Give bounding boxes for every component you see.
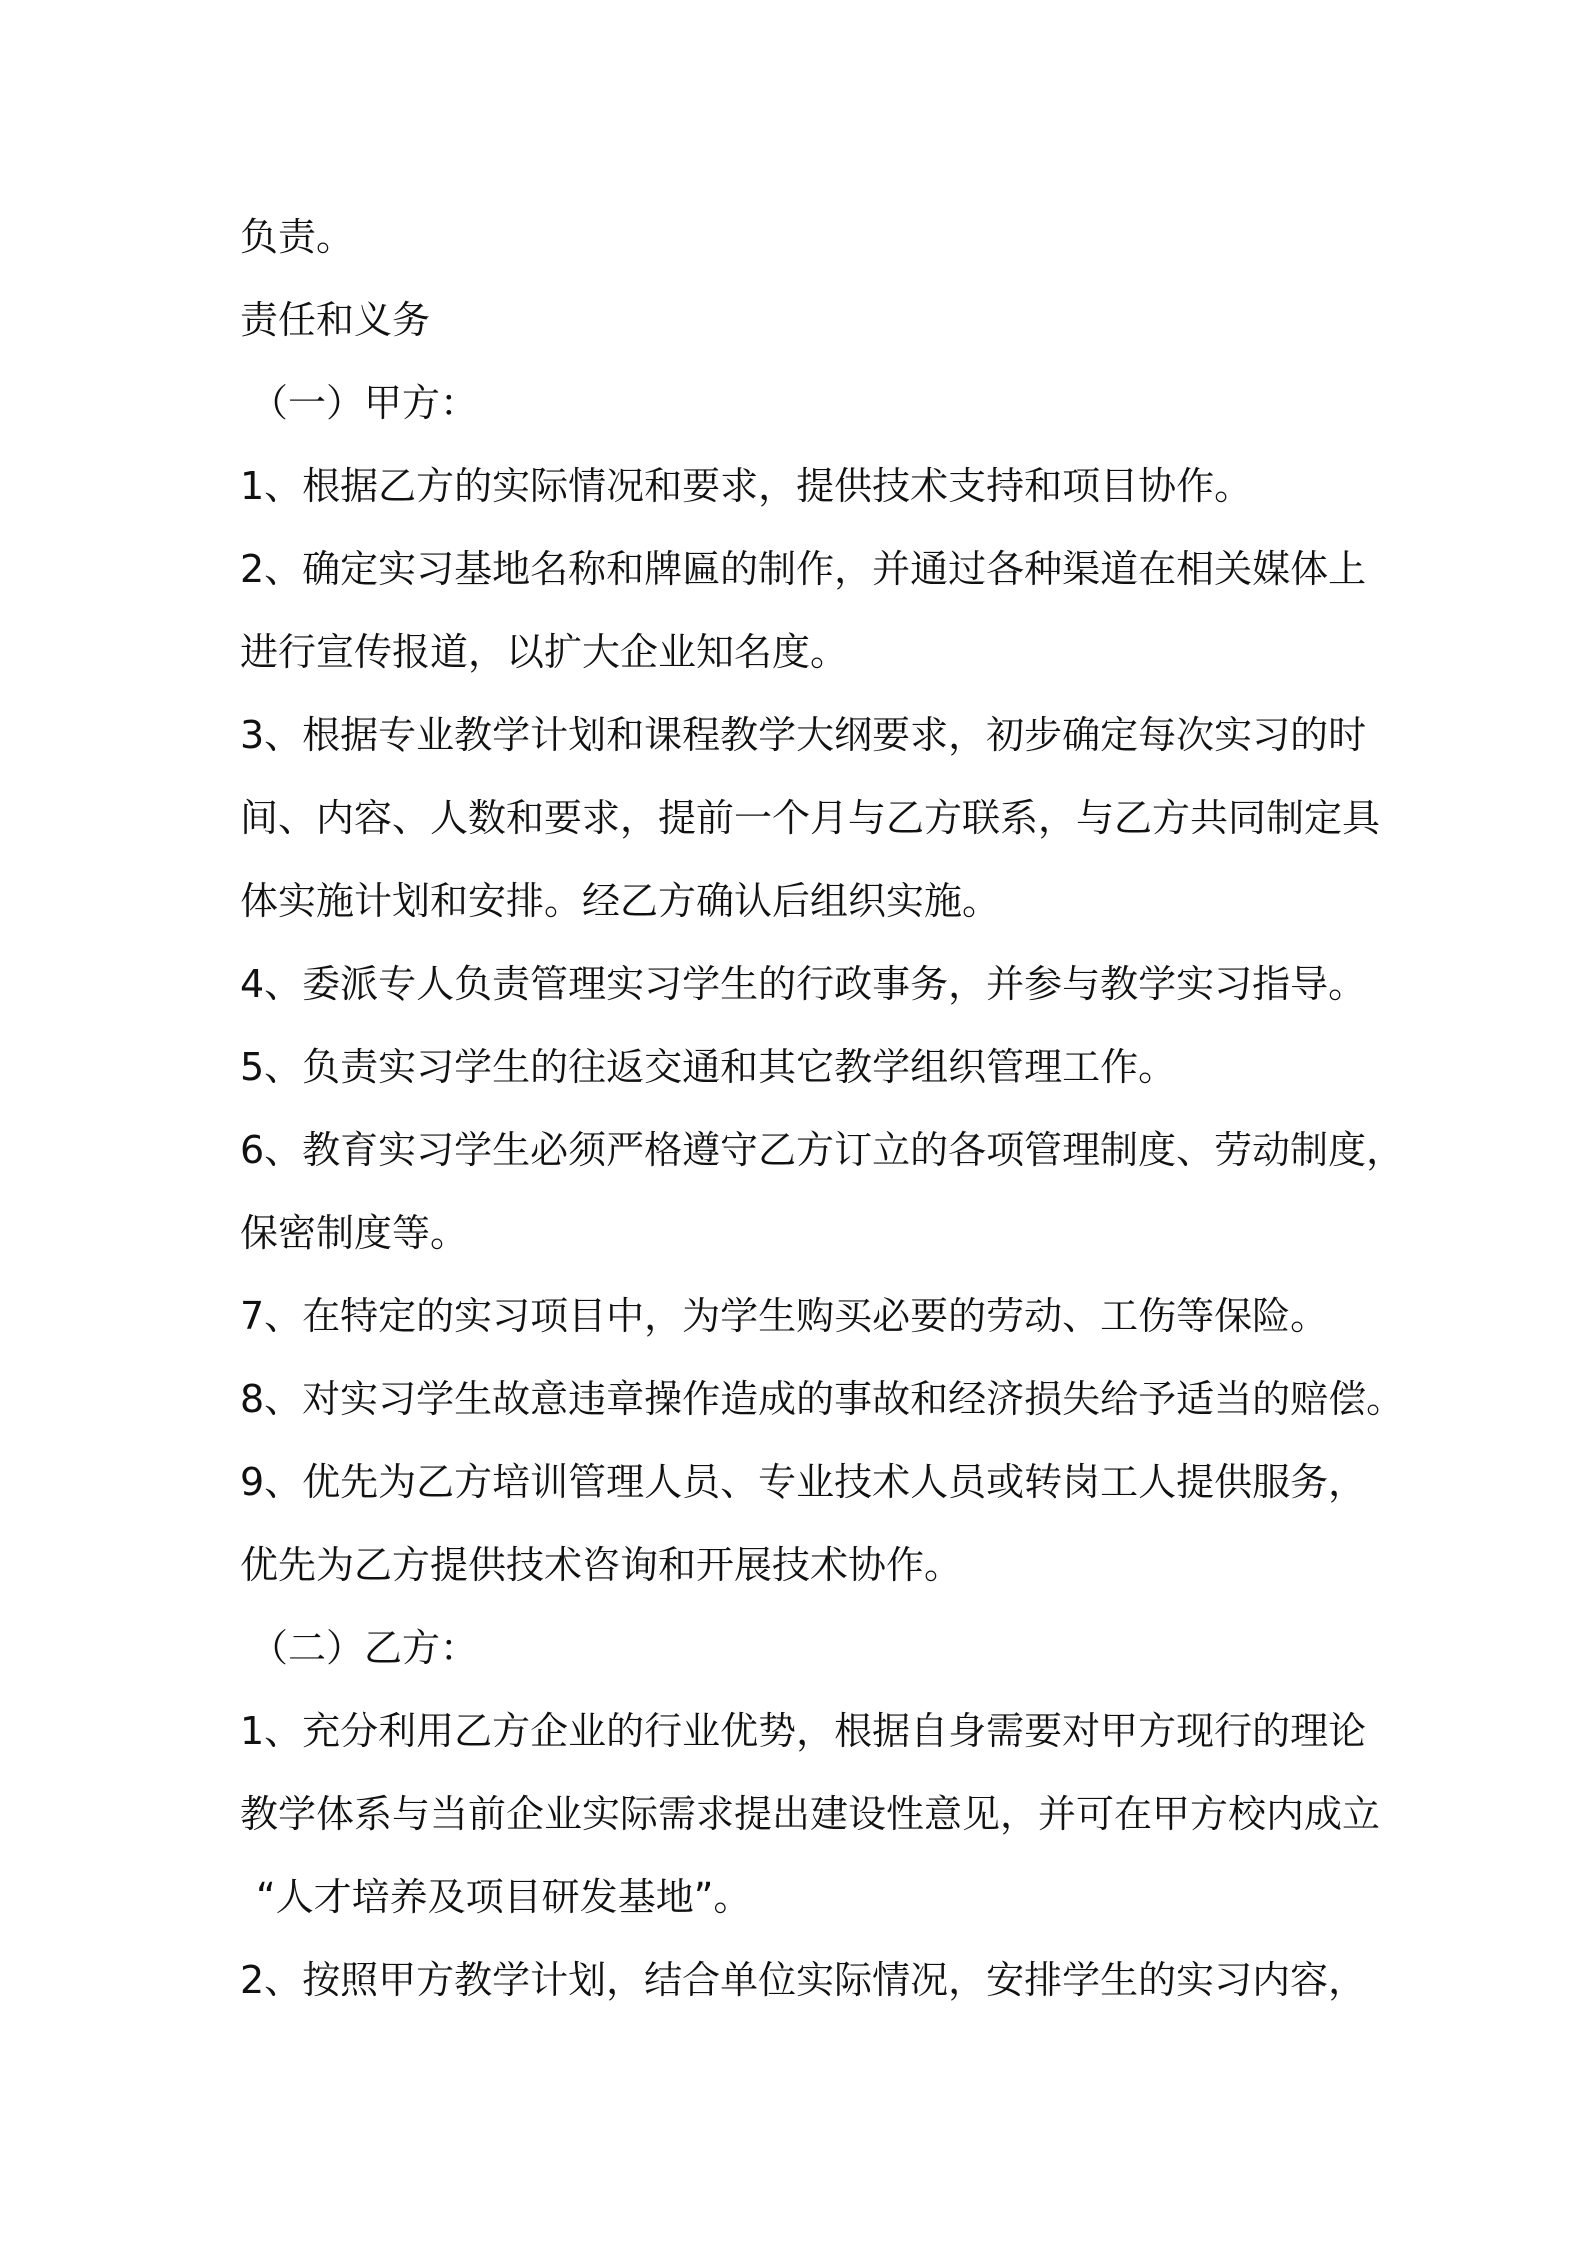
text-line: 体实施计划和安排。经乙方确认后组织实施。 [240,879,1001,923]
text-line: 7、在特定的实习项目中，为学生购买必要的劳动、工伤等保险。 [240,1294,1329,1338]
text-line: 优先为乙方提供技术咨询和开展技术协作。 [240,1543,963,1587]
text-line: 进行宣传报道，以扩大企业知名度。 [240,630,849,674]
text-line: 负责。 [240,215,355,259]
document-body [240,196,1405,2022]
text-line: 间、内容、人数和要求，提前一个月与乙方联系，与乙方共同制定具 [240,796,1381,840]
text-line: 3、根据专业教学计划和课程教学大纲要求，初步确定每次实习的时 [240,713,1367,757]
party-a-heading: （一）甲方： [250,381,479,425]
text-line: 8、对实习学生故意违章操作造成的事故和经济损失给予适当的赔偿。 [240,1377,1405,1421]
text-line: “人才培养及项目研发基地”。 [256,1875,752,1919]
text-line: 6、教育实习学生必须严格遵守乙方订立的各项管理制度、劳动制度， [240,1128,1405,1172]
party-b-heading: （二）乙方： [250,1626,479,1670]
text-line: 教学体系与当前企业实际需求提出建设性意见，并可在甲方校内成立 [240,1792,1381,1836]
text-line: 1、根据乙方的实际情况和要求，提供技术支持和项目协作。 [240,464,1253,508]
text-line: 2、按照甲方教学计划，结合单位实际情况，安排学生的实习内容， [240,1958,1367,2002]
text-line: 1、充分利用乙方企业的行业优势，根据自身需要对甲方现行的理论 [240,1709,1367,1753]
text-line: 5、负责实习学生的往返交通和其它教学组织管理工作。 [240,1045,1177,1089]
section-heading: 责任和义务 [240,298,431,342]
text-line: 4、委派专人负责管理实习学生的行政事务，并参与教学实习指导。 [240,962,1367,1006]
text-line: 9、优先为乙方培训管理人员、专业技术人员或转岗工人提供服务， [240,1460,1367,1504]
text-line: 2、确定实习基地名称和牌匾的制作，并通过各种渠道在相关媒体上 [240,547,1367,591]
text-line: 保密制度等。 [240,1211,469,1255]
